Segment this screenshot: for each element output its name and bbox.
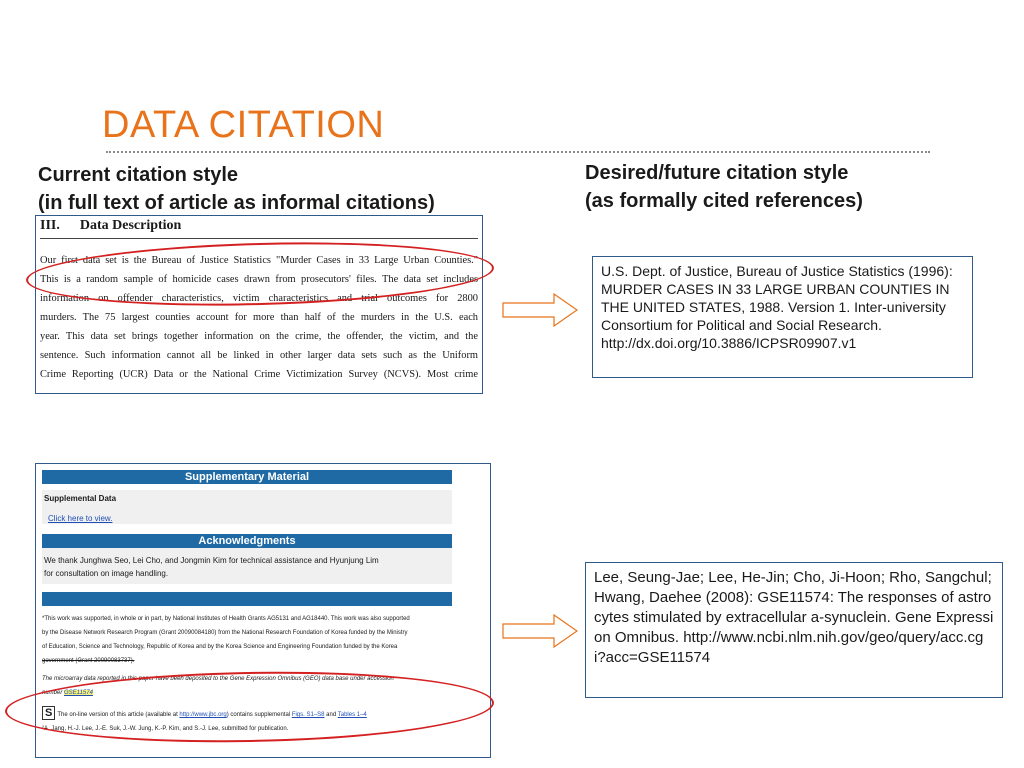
desired-style-heading-line1: Desired/future citation style: [585, 162, 849, 184]
supplemental-data-link[interactable]: Click here to view.: [48, 514, 113, 523]
funding-text: of Education, Science and Technology, Republic of Korea and by the Korea Science and Engineering Foundation funded by the Korea: [42, 644, 398, 650]
footnote: ²A. Jang, H.-J. Lee, J.-E. Suk, J.-W. Jung, K.-P. Kim, and S.-J. Lee, submitted for publication.: [42, 726, 289, 732]
section-number: III.: [40, 218, 60, 233]
acknowledgments-bar: Acknowledgments: [42, 534, 452, 548]
current-style-heading-line1: Current citation style: [38, 164, 239, 186]
geo-accession-link[interactable]: GSE11574: [64, 690, 93, 696]
formal-citation-geo-dataset: Lee, Seung-Jae; Lee, He-Jin; Cho, Ji-Hoon; Rho, Sangchul; Hwang, Daehee (2008): GSE11574: The responses of astrocytes stimulated by extracellular a-synuclein. Gene Expression Omnibus. http://www.ncbi.nlm.nih.gov/geo/query/acc.cgi?acc=GSE11574: [585, 562, 1003, 698]
blank-section-bar: [42, 592, 452, 606]
supplementary-material-bar: Supplementary Material: [42, 470, 452, 484]
funding-text: by the Disease Network Research Program (Grant 20090084180) from the National Research Foundation of Korea funded by the Ministry: [42, 630, 408, 636]
figs-link[interactable]: Figs. S1–S8: [291, 712, 325, 718]
article-line: This is a random sample of homicide cases drawn from prosecutors' files. The data set includes: [40, 274, 478, 285]
tables-link[interactable]: Tables 1–4: [337, 712, 367, 718]
right-arrow-icon: [502, 293, 578, 327]
funding-text: government (Grant 20090083737).: [42, 658, 135, 664]
current-style-heading-line2: (in full text of article as informal citations): [38, 192, 435, 214]
current-style-heading: [38, 161, 435, 217]
jbc-link[interactable]: http://www.jbc.org: [179, 712, 227, 718]
right-arrow-icon: [502, 614, 578, 648]
formal-citation-justice-statistics: U.S. Dept. of Justice, Bureau of Justice Statistics (1996): MURDER CASES IN 33 LARGE URBAN COUNTIES IN THE UNITED STATES, 1988. Version 1. Inter-university Consortium for Political and Social Research. http://dx.doi.org/10.3886/ICPSR09907.v1: [592, 256, 973, 378]
slide-title: DATA CITATION: [102, 104, 385, 146]
article-line: year. This data set brings together information on the crime, the offender, the victim, and the: [40, 331, 478, 342]
online-text: ) contains supplemental: [226, 712, 292, 718]
article-line: information on offender characteristics, victim characteristics and trial outcomes for 2800: [40, 293, 478, 304]
article-line: Crime Reporting (UCR) Data or the National Crime Victimization Survey (NCVS). Most crime: [40, 369, 478, 380]
section-heading: [40, 218, 482, 234]
funding-text: *This work was supported, in whole or in part, by National Institutes of Health Grants AG5131 and AG18440. This work was also supported: [42, 616, 410, 622]
geo-accession-prefix: number: [42, 690, 65, 696]
acknowledgment-text: for consultation on image handling.: [44, 569, 169, 578]
supplemental-data-label: Supplemental Data: [44, 494, 117, 503]
desired-style-heading-line2: (as formally cited references): [585, 190, 863, 212]
article-line: sentence. Such information cannot all be linked in other larger data sets such as the Uniform: [40, 350, 478, 361]
article-line: murders. The 75 largest counties account for more than half of the murders in the U.S. each: [40, 312, 478, 323]
section-title: Data Description: [79, 218, 182, 233]
desired-style-heading: [585, 159, 863, 215]
title-divider: [106, 151, 930, 153]
acknowledgment-text: We thank Junghwa Seo, Lei Cho, and Jongmin Kim for technical assistance and Hyunjung Lim: [44, 556, 379, 565]
supplement-s-badge: S: [42, 706, 55, 720]
online-text: The on-line version of this article (available at: [57, 712, 180, 718]
article-line: Our first data set is the Bureau of Justice Statistics "Murder Cases in 33 Large Urban Counties.": [40, 255, 478, 266]
online-text: and: [324, 712, 338, 718]
geo-deposit-text: The microarray data reported in this paper have been deposited to the Gene Expression Omnibus (GEO) data base under accession: [42, 676, 394, 682]
